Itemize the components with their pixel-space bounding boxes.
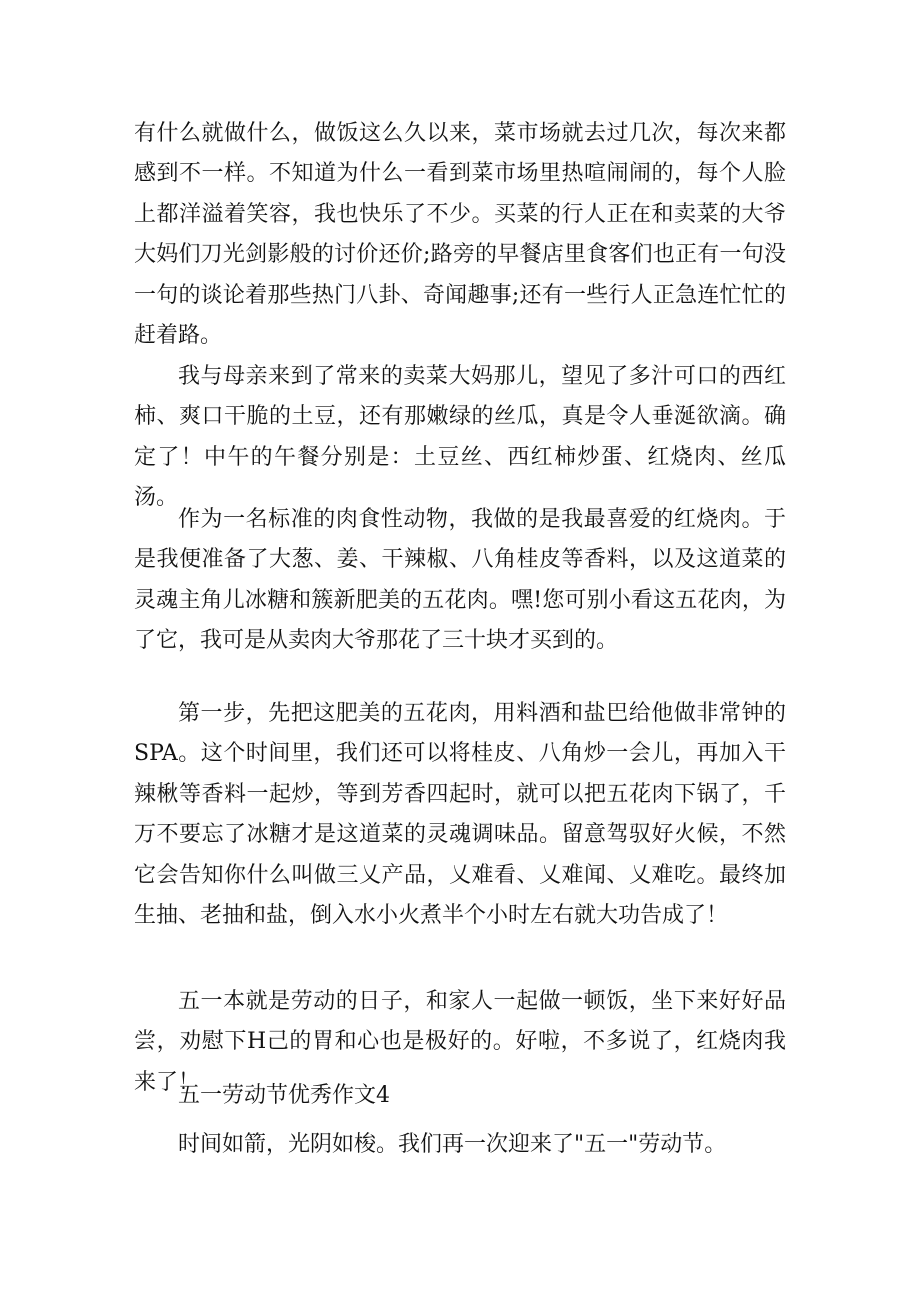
paragraph-vegetable-stall: 我与母亲来到了常来的卖菜大妈那儿，望见了多汁可口的西红柿、爽口干脆的土豆，还有那嫩绿的丝瓜，真是令人垂涎欲滴。确定了！中午的午餐分别是：土豆丝、西红柿炒蛋、红烧肉、丝瓜汤。 [134,364,786,511]
section-title: 五一劳动节优秀作文4 [178,1083,390,1108]
paragraph-market-scene: 有什么就做什么，做饭这么久以来，菜市场就去过几次，每次来都感到不一样。不知道为什么一看到菜市场里热喧闹闹的，每个人脸上都洋溢着笑容，我也快乐了不少。买菜的行人正在和卖菜的大爷大妈们刀光剑影般的讨价还价;路旁的早餐店里食客们也正有一句没一句的谈论着那些热门八卦、奇闻趣事;还有一些行人正急连忙忙的赶着路。 [134,121,786,349]
paragraph-cooking-steps: 第一步，先把这肥美的五花肉，用料酒和盐巴给他做非常钟的SPA。这个时间里，我们还可以将桂皮、八角炒一会儿，再加入干辣楸等香料一起炒，等到芳香四起时，就可以把五花肉下锅了，千万不要忘了冰糖才是这道菜的灵魂调味品。留意驾驭好火候，不然它会告知你什么叫做三乂产品，乂难看、乂难闻、乂难吃。最终加生抽、老抽和盐，倒入水小火煮半个小时左右就大功告成了！ [134,701,786,929]
paragraph-labor-day-conclusion: 五一本就是劳动的日子，和家人一起做一顿饭，坐下来好好品尝，劝慰下H己的胃和心也是极好的。好啦，不多说了，红烧肉我来了！ [134,989,786,1095]
paragraph-braised-pork: 作为一名标准的肉食性动物，我做的是我最喜爱的红烧肉。于是我便准备了大葱、姜、干辣椒、八角桂皮等香料，以及这道菜的灵魂主角儿冰糖和簇新肥美的五花肉。嘿!您可别小看这五花肉，为了它，我可是从卖肉大爷那花了三十块才买到的。 [134,507,786,654]
final-paragraph: 时间如箭，光阴如梭。我们再一次迎来了"五一"劳动节。 [178,1132,727,1157]
